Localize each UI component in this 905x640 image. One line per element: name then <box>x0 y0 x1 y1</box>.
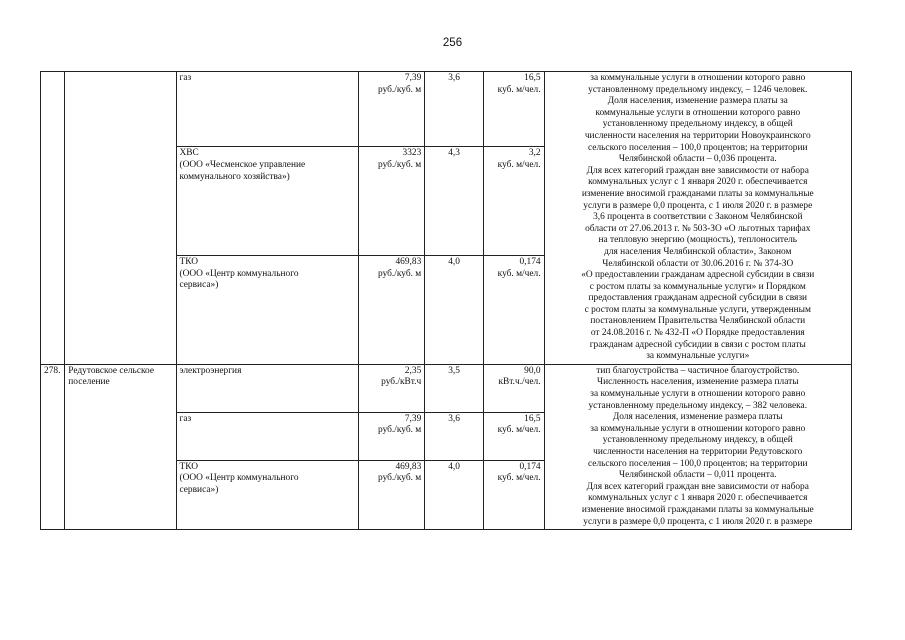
text-line: 469,83 <box>395 461 422 472</box>
text-line: тип благоустройства – частичное благоустройство. <box>596 365 800 376</box>
text-line: с ростом платы за коммунальные услуги» и Порядком <box>589 281 806 292</box>
text-line: от 24.08.2016 г. № 432-П «О Порядке предоставления <box>590 328 805 339</box>
text-line: «О предоставлении гражданам адресной субсидии в связи <box>581 270 815 281</box>
service-cell <box>176 364 358 412</box>
text-line: Челябинской области – 0,011 процента. <box>619 470 777 481</box>
text-line: численности населения на территории Редутовского <box>593 447 803 457</box>
service-cell <box>176 460 358 529</box>
text-line: установленному предельному индексу, в общей <box>602 119 793 130</box>
increase-percent-cell <box>425 256 484 365</box>
text-line: поселение <box>68 377 110 388</box>
text-line: газ <box>179 73 192 83</box>
text-line: Численность населения, изменение размера платы <box>597 377 799 388</box>
text-line: Для всех категорий граждан вне зависимости от набора <box>586 165 809 176</box>
text-line: коммунального хозяйства») <box>179 171 290 182</box>
norm-cell <box>483 147 544 256</box>
text-line: руб./кВт.ч <box>381 377 422 388</box>
text-line: руб./куб. м <box>378 425 422 436</box>
tariff-table <box>40 71 852 530</box>
text-line: установленному предельному индексу, – 382 человека. <box>588 400 808 411</box>
entry-number-cont <box>41 72 65 365</box>
text-line: за коммунальные услуги» <box>646 351 750 362</box>
tariff-cell <box>358 460 425 529</box>
text-line: услуги в размере 0,0 процента, с 1 июля 2020 г. в размере <box>583 200 813 211</box>
text-line: изменение вносимой гражданами платы за коммунальные <box>581 504 814 515</box>
table-row <box>41 72 852 147</box>
text-line: за коммунальные услуги в отношении которого равно <box>590 73 806 83</box>
text-line: электроэнергия <box>179 365 242 376</box>
text-line: руб./куб. м <box>378 159 422 170</box>
text-line: 7,39 <box>404 413 422 424</box>
norm-cell <box>483 256 544 365</box>
text-line: Челябинской области от 30.06.2016 г. № 374-ЗО <box>602 258 794 269</box>
text-line: 3,2 <box>528 148 541 159</box>
tariff-cell <box>358 147 425 256</box>
increase-percent: 3,6 <box>448 413 460 424</box>
text-line: (ООО «Чесменское управление <box>179 159 306 170</box>
text-line: коммунальных услуг с 1 января 2020 г. обеспечивается <box>588 493 808 504</box>
entry-number-text: 278. <box>44 365 61 376</box>
increase-percent: 3,5 <box>448 365 460 376</box>
text-line: гражданам адресной субсидии в связи с ростом платы <box>589 339 806 350</box>
text-line: за коммунальные услуги в отношении которого равно <box>590 389 806 400</box>
increase-percent-cell <box>425 147 484 256</box>
tariff-cell <box>358 256 425 365</box>
increase-percent-cell <box>425 72 484 147</box>
increase-percent-cell <box>425 412 484 460</box>
text-line: постановлением Правительства Челябинской области <box>590 316 806 327</box>
text-line: за коммунальные услуги в отношении которого равно <box>590 423 806 434</box>
text-line: 3,6 процента в соответствии с Законом Челябинской <box>593 212 803 223</box>
norm-cell <box>483 364 544 412</box>
service-cell <box>176 147 358 256</box>
entry-name-cont <box>65 72 176 365</box>
service-cell <box>176 256 358 365</box>
text-line: сельского поселения – 100,0 процентов; на территории <box>588 458 808 469</box>
service-cell <box>176 412 358 460</box>
text-line: газ <box>179 413 192 424</box>
text-line: установленному предельному индексу, – 1246 человек. <box>588 84 808 95</box>
text-line: 90,0 <box>524 365 541 376</box>
text-line: для населения Челябинской области», Законом <box>604 246 792 257</box>
table-row <box>41 364 852 412</box>
text-line: 469,83 <box>395 257 422 268</box>
text-line: 7,39 <box>404 73 422 83</box>
increase-percent-cell <box>425 460 484 529</box>
text-line: Доля населения, изменение размера платы за <box>607 96 788 107</box>
text-line: куб. м/чел. <box>497 84 541 95</box>
text-line: 16,5 <box>524 73 541 83</box>
text-line: Редутовское сельское <box>68 365 155 376</box>
text-line: Челябинской области – 0,036 процента. <box>618 154 777 165</box>
text-line: куб. м/чел. <box>497 425 541 436</box>
text-line: руб./куб. м <box>378 84 422 95</box>
text-line: сервиса») <box>179 485 219 496</box>
text-line: ХВС <box>179 148 199 159</box>
note-cell-cont <box>544 72 851 365</box>
text-line: куб. м/чел. <box>497 268 541 279</box>
text-line: Доля населения, изменение размера платы <box>612 412 783 423</box>
increase-percent-cell <box>425 364 484 412</box>
note-cell <box>544 364 851 529</box>
page-number: 256 <box>442 37 463 49</box>
text-line: руб./куб. м <box>378 473 422 484</box>
text-line: ТКО <box>179 461 199 472</box>
text-line: 2,35 <box>404 365 422 376</box>
text-line: 16,5 <box>524 413 541 424</box>
text-line: с ростом платы за коммунальные услуги, утвержденным <box>584 304 811 315</box>
text-line: области от 27.06.2013 г. № 503-ЗО «О льготных тарифах <box>585 223 811 234</box>
text-line: изменение вносимой гражданами платы за коммунальные <box>581 188 814 199</box>
text-line: Для всех категорий граждан вне зависимости от набора <box>586 481 809 492</box>
norm-cell <box>483 412 544 460</box>
text-line: 3323 <box>402 148 422 159</box>
norm-cell <box>483 72 544 147</box>
text-line: кВт.ч./чел. <box>498 377 541 388</box>
tariff-cell <box>358 412 425 460</box>
text-line: (ООО «Центр коммунального <box>179 473 299 484</box>
increase-percent: 4,3 <box>448 148 460 159</box>
text-line: ТКО <box>179 257 199 268</box>
text-line: установленному предельному индексу, в общей <box>602 435 793 446</box>
text-line: руб./куб. м <box>378 268 422 279</box>
text-line: куб. м/чел. <box>497 473 541 484</box>
increase-percent: 4,0 <box>448 257 460 268</box>
text-line: предоставления гражданам адресной субсидии в связи <box>588 293 808 304</box>
tariff-cell <box>358 72 425 147</box>
entry-name <box>65 364 176 529</box>
entry-number <box>41 364 65 529</box>
text-line: сельского поселения – 100,0 процентов; на территории <box>588 142 808 153</box>
text-line: услуги в размере 0,0 процента, с 1 июля 2020 г. в размере <box>583 516 813 527</box>
text-line: коммунальных услуг с 1 января 2020 г. обеспечивается <box>588 177 808 188</box>
increase-percent: 3,6 <box>448 73 460 83</box>
tariff-cell <box>358 364 425 412</box>
text-line: на тепловую энергию (мощность), теплоноситель <box>598 235 798 246</box>
text-line: сервиса») <box>179 280 219 291</box>
text-line: коммунальные услуги в отношении которого равно <box>595 107 801 118</box>
text-line: 0,174 <box>519 461 541 472</box>
norm-cell <box>483 460 544 529</box>
increase-percent: 4,0 <box>448 461 460 472</box>
service-cell <box>176 72 358 147</box>
text-line: (ООО «Центр коммунального <box>179 268 299 279</box>
text-line: куб. м/чел. <box>497 159 541 170</box>
text-line: 0,174 <box>519 257 541 268</box>
text-line: численности населения на территории Новоукраинского <box>584 130 811 141</box>
